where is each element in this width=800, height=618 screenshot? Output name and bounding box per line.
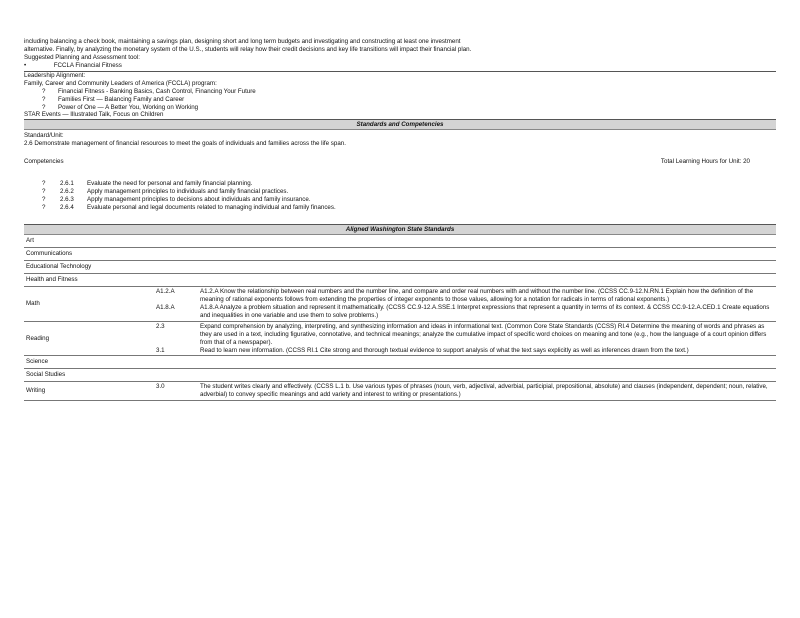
- leadership-heading: Leadership Alignment:: [24, 71, 86, 79]
- table-row: [24, 286, 776, 321]
- document-page: [24, 38, 776, 401]
- subject-label: Writing: [26, 387, 46, 395]
- leadership-item: ? Financial Fitness - Banking Basics, Cash Control, Financing Your Future: [42, 87, 256, 95]
- subject-label: Art: [26, 236, 34, 244]
- hours-label: Total Learning Hours for Unit: 20: [660, 158, 750, 166]
- leadership-section: [24, 72, 776, 120]
- competencies-label: Competencies: [24, 158, 64, 166]
- standard-unit-label: Standard/Unit:: [24, 132, 64, 140]
- competency-item: ? 2.6.1 Evaluate the need for personal and family financial planning.: [24, 180, 776, 188]
- subject-label: Science: [26, 358, 49, 366]
- subject-label: Health and Fitness: [26, 275, 78, 283]
- competencies-header: [24, 158, 776, 166]
- subject-label: Math: [26, 299, 40, 307]
- competency-item: ? 2.6.4 Evaluate personal and legal documents related to managing individual and family finances.: [24, 204, 776, 212]
- standard-entry: A1.8.A A1.8.A Analyze a problem situation and represent it mathematically. (CCSS CC.9-12.A.SSE.1 Interpret expressions that represent a quantity in terms of its context. & CCSS CC.9-12.A.CED.1 Create equations and inequalities in one variable and use them to solve problems.): [156, 303, 770, 319]
- subject-label: Educational Technology: [26, 262, 92, 270]
- bullet-icon: ?: [42, 87, 46, 95]
- subject-label: Communications: [26, 249, 73, 257]
- bullet-icon: ?: [42, 103, 46, 111]
- competency-item: ? 2.6.3 Apply management principles to decisions about individuals and family insurance.: [24, 196, 776, 204]
- standard-unit-text: 2.6 Demonstrate management of financial resources to meet the goals of individuals and families across the life span.: [24, 140, 346, 148]
- leadership-item: ? Families First — Balancing Family and Career: [42, 95, 185, 103]
- table-row: [24, 260, 776, 273]
- intro-line: including balancing a check book, maintaining a savings plan, designing short and long term budgets and investigating and constructing at least one investment: [24, 38, 461, 45]
- standards-band: Standards and Competencies: [24, 119, 776, 130]
- standard-entry: 2.3 Expand comprehension by analyzing, interpreting, and synthesizing information and ideas in informational text. (Common Core State Standards (CCSS) RI.4 Determine the meaning of words and phrases as they are used in a text, including figurative, connotative, and technical meanings; analyze the cumulative impact of specific word choices on meaning and tone (e.g., how the language of a court opinion differs from that of a newspaper).: [156, 322, 767, 346]
- table-row: [24, 273, 776, 286]
- leadership-program: Family, Career and Community Leaders of America (FCCLA) program:: [24, 79, 217, 87]
- bullet-icon: •: [24, 61, 27, 69]
- bullet-icon: ?: [42, 95, 46, 103]
- competencies-list: [24, 180, 776, 212]
- standard-unit: [24, 132, 776, 148]
- intro-line: Suggested Planning and Assessment tool:: [24, 53, 140, 61]
- standards-table: [24, 235, 776, 401]
- table-row: [24, 321, 776, 356]
- competency-item: ? 2.6.2 Apply management principles to individuals and family financial practices.: [24, 188, 776, 196]
- bullet-icon: ?: [42, 188, 46, 196]
- table-row: [24, 382, 776, 401]
- table-row: [24, 369, 776, 382]
- intro-line: alternative. Finally, by analyzing the monetary system of the U.S., students will relay how their credit decisions and key life transitions will impact their financial plan.: [24, 45, 472, 53]
- bullet-text: FCCLA Financial Fitness: [53, 61, 122, 69]
- bullet-icon: ?: [42, 180, 46, 188]
- subject-label: Social Studies: [26, 371, 66, 379]
- bullet-icon: ?: [42, 196, 46, 204]
- table-row: [24, 356, 776, 369]
- table-row: [24, 247, 776, 260]
- standard-entry: A1.2.A A1.2.A Know the relationship between real numbers and the number line, and compare and order real numbers with and without the number line. (CCSS CC.9-12.N.RN.1 Explain how the definition of the meaning of rational exponents follows from extending the properties of integer exponents to those values, allowing for a notation for radicals in terms of rational exponents.): [156, 287, 754, 303]
- standard-entry: 3.1 Read to learn new information. (CCSS RI.1 Cite strong and thorough textual evidence to support analysis of what the text says explicitly as well as inferences drawn from the text.): [156, 346, 689, 354]
- intro-bullet: [24, 62, 776, 70]
- aligned-standards-band: Aligned Washington State Standards: [24, 224, 776, 235]
- standard-entry: 3.0 The student writes clearly and effectively. (CCSS L.1 b. Use various types of phrases (noun, verb, adjectival, adverbial, participial, prepositional, absolute) and clauses (independent, dependent; noun, relative, adverbial) to convey specific meanings and add variety and interest to writing or presentations.): [156, 383, 768, 399]
- table-row: [24, 235, 776, 248]
- bullet-icon: ?: [42, 204, 46, 211]
- leadership-star: STAR Events — Illustrated Talk, Focus on Children: [24, 111, 164, 119]
- intro-paragraph: [24, 38, 776, 70]
- leadership-item: ? Power of One — A Better You, Working on Working: [42, 103, 199, 111]
- subject-label: Reading: [26, 334, 50, 342]
